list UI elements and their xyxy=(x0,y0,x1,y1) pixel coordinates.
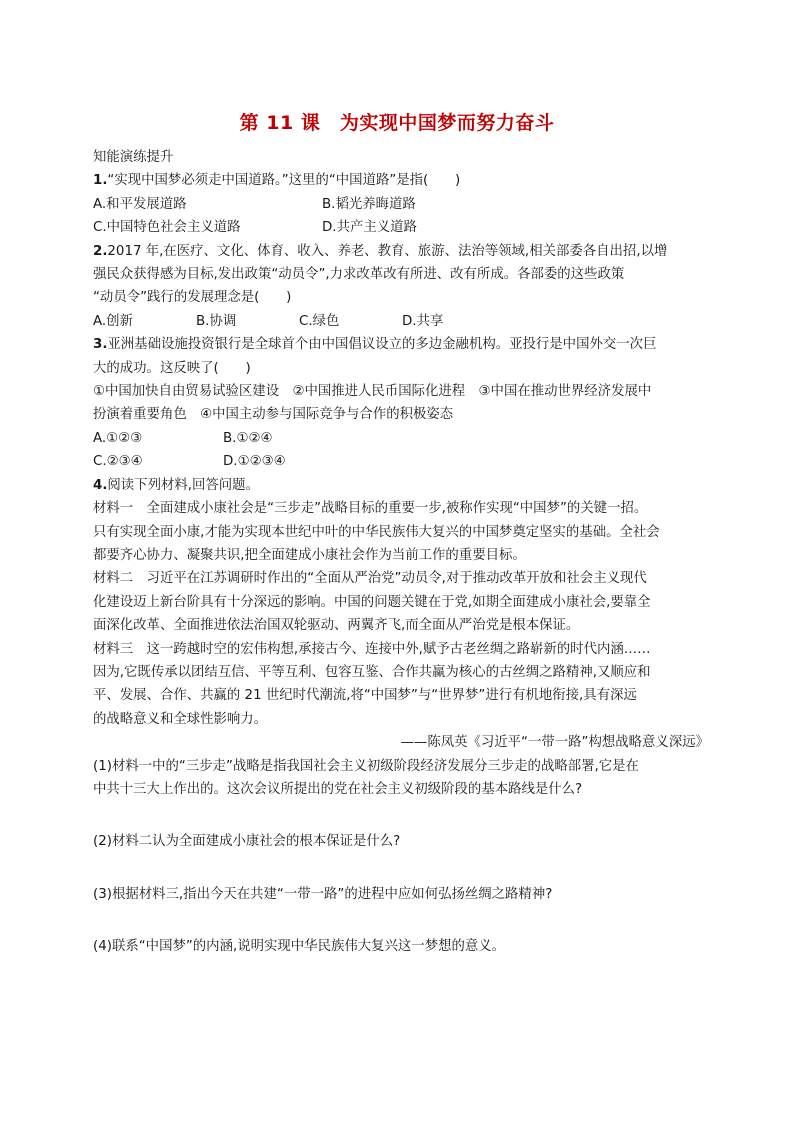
answer-space-2 xyxy=(93,854,713,883)
question-3-number: 3. xyxy=(93,337,108,353)
question-3-option-c: C.②③④ xyxy=(93,454,143,470)
material-1-line-2: 只有实现全面小康,才能为实现本世纪中叶的中华民族伟大复兴的中国梦奠定坚实的基础。全社会 xyxy=(93,524,660,540)
subquestion-3: (3)根据材料三,指出今天在共建“一带一路”的进程中应如何弘扬丝绸之路精神? xyxy=(93,886,553,902)
material-1-line-3: 都要齐心协力、凝聚共识,把全面建成小康社会作为当前工作的重要目标。 xyxy=(93,547,526,563)
question-3-stem-line-2: 大的成功。这反映了( ) xyxy=(93,360,251,376)
lesson-title: 第 11 课 为实现中国梦而努力奋斗 xyxy=(239,112,555,134)
material-3-line-3: 平、发展、合作、共赢的 21 世纪时代潮流,将“中国梦”与“世界梦”进行有机地衔接,具有深远 xyxy=(93,688,637,704)
question-1-number: 1. xyxy=(93,173,108,189)
question-2-option-a: A.创新 xyxy=(93,313,133,329)
question-3-text-1: 亚洲基础设施投资银行是全球首个由中国倡议设立的多边金融机构。亚投行是中国外交一次巨 xyxy=(107,337,657,353)
question-2-stem-line-2: 强民众获得感为目标,发出政策“动员令”,力求改革改有所进、改有所成。各部委的这些政策 xyxy=(93,267,625,283)
question-1-option-a: A.和平发展道路 xyxy=(93,196,187,212)
question-2-stem-line-3: “动员令”践行的发展理念是( ) xyxy=(93,290,292,306)
question-1-text: “实现中国梦必须走中国道路。”这里的“中国道路”是指( ) xyxy=(107,173,461,189)
question-1-stem xyxy=(93,169,713,192)
material-2-line-2: 化建设迈上新台阶具有十分深远的影响。中国的问题关键在于党,如期全面建成小康社会,要靠全 xyxy=(93,594,651,610)
question-2-text-1: 2017 年,在医疗、文化、体育、收入、养老、教育、旅游、法治等领域,相关部委各自出招,以增 xyxy=(107,243,668,259)
question-3-items-line-1: ①中国加快自由贸易试验区建设 ②中国推进人民币国际化进程 ③中国在推动世界经济发展中 xyxy=(93,384,652,400)
question-3-option-b: B.①②④ xyxy=(223,430,273,446)
material-3-line-1: 材料三 这一跨越时空的宏伟构想,承接古今、连接中外,赋予古老丝绸之路崭新的时代内涵…… xyxy=(93,641,651,657)
subquestion-1-line-1: (1)材料一中的“三步走”战略是指我国社会主义初级阶段经济发展分三步走的战略部署,它是在 xyxy=(93,758,639,774)
question-1-option-b: B.韬光养晦道路 xyxy=(322,196,416,212)
question-3-option-d: D.①②③④ xyxy=(223,454,286,470)
question-4-stem xyxy=(93,474,713,497)
subquestion-2: (2)材料二认为全面建成小康社会的根本保证是什么? xyxy=(93,834,401,850)
material-3-line-2: 因为,它既传承以团结互信、平等互利、包容互鉴、合作共赢为核心的古丝绸之路精神,又顺应和 xyxy=(93,664,651,680)
question-1-options-row-2 xyxy=(93,216,713,239)
question-1-option-d: D.共产主义道路 xyxy=(322,220,417,236)
question-3-option-a: A.①②③ xyxy=(93,430,143,446)
question-4-number: 4. xyxy=(93,477,108,493)
subquestion-1-line-2: 中共十三大上作出的。这次会议所提出的党在社会主义初级阶段的基本路线是什么? xyxy=(93,781,583,797)
section-label: 知能演练提升 xyxy=(93,150,174,165)
question-1-option-c: C.中国特色社会主义道路 xyxy=(93,220,241,236)
question-3-options-row-1 xyxy=(93,427,713,450)
material-2-line-1: 材料二 习近平在江苏调研时作出的“全面从严治党”动员令,对于推动改革开放和社会主义现代 xyxy=(93,571,647,587)
question-2-stem-line-1 xyxy=(93,240,713,263)
question-2-option-d: D.共享 xyxy=(402,313,444,329)
answer-space-3 xyxy=(93,906,713,935)
subquestion-4: (4)联系“中国梦”的内涵,说明实现中华民族伟大复兴这一梦想的意义。 xyxy=(93,939,506,955)
question-2-number: 2. xyxy=(93,243,108,259)
question-2-options xyxy=(93,310,713,333)
material-3-line-4: 的战略意义和全球性影响力。 xyxy=(93,711,268,727)
material-1-line-1: 材料一 全面建成小康社会是“三步走”战略目标的重要一步,被称作实现“中国梦”的关键一招。 xyxy=(93,501,648,517)
exercise-content xyxy=(93,146,713,959)
question-2-option-b: B.协调 xyxy=(196,313,237,329)
question-2-option-c: C.绿色 xyxy=(299,313,340,329)
answer-space-1 xyxy=(93,801,713,830)
question-3-stem-line-1 xyxy=(93,333,713,356)
question-4-text: 阅读下列材料,回答问题。 xyxy=(107,477,259,493)
question-3-options-row-2 xyxy=(93,450,713,473)
material-2-line-3: 面深化改革、全面推进依法治国双轮驱动、两翼齐飞,而全面从严治党是根本保证。 xyxy=(93,618,580,634)
question-1-options-row-1 xyxy=(93,193,713,216)
material-3-source: ——陈凤英《习近平“一带一路”构想战略意义深远》 xyxy=(400,735,709,751)
question-3-items-line-2: 扮演着重要角色 ④中国主动参与国际竞争与合作的积极姿态 xyxy=(93,407,454,423)
